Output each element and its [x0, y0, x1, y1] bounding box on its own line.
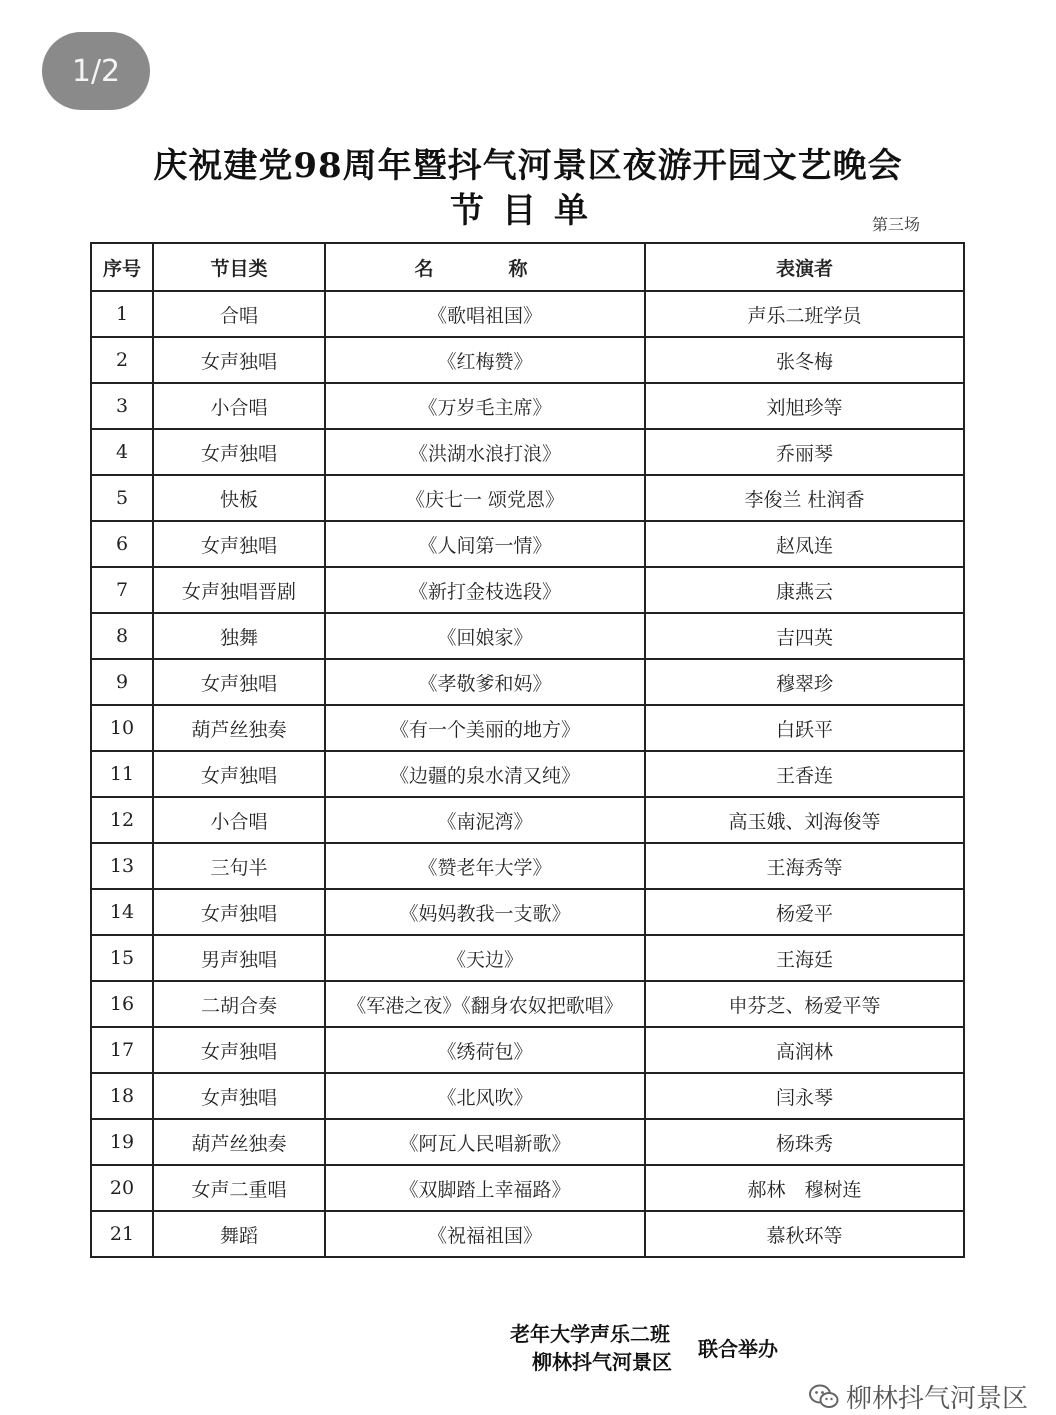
cell-name: 《孝敬爹和妈》: [325, 659, 645, 705]
cell-name: 《万岁毛主席》: [325, 383, 645, 429]
table-row: [91, 1165, 964, 1211]
table-row: [91, 797, 964, 843]
cell-name: 《回娘家》: [325, 613, 645, 659]
cell-type: 二胡合奏: [153, 981, 325, 1027]
cell-no: 20: [91, 1165, 153, 1211]
cell-type: 女声独唱: [153, 889, 325, 935]
table-row: [91, 935, 964, 981]
cell-type: 女声独唱: [153, 659, 325, 705]
cell-type: 葫芦丝独奏: [153, 1119, 325, 1165]
cell-performer: 王海廷: [645, 935, 964, 981]
document-subtitle: 节目单: [450, 191, 606, 231]
cell-performer: 王海秀等: [645, 843, 964, 889]
cell-performer: 乔丽琴: [645, 429, 964, 475]
cell-no: 19: [91, 1119, 153, 1165]
cell-performer: 闫永琴: [645, 1073, 964, 1119]
header-no: 序号: [91, 243, 153, 291]
cell-performer: 刘旭珍等: [645, 383, 964, 429]
table-row: [91, 429, 964, 475]
cell-name: 《军港之夜》《翻身农奴把歌唱》: [325, 981, 645, 1027]
organizer-2: 柳林抖气河景区: [532, 1350, 672, 1374]
cell-performer: 吉四英: [645, 613, 964, 659]
cell-no: 14: [91, 889, 153, 935]
cell-no: 8: [91, 613, 153, 659]
table-row: [91, 613, 964, 659]
cell-no: 11: [91, 751, 153, 797]
table-row: [91, 1027, 964, 1073]
organizers: [510, 1320, 672, 1376]
table-row: [91, 337, 964, 383]
cell-performer: 穆翠珍: [645, 659, 964, 705]
cell-performer: 张冬梅: [645, 337, 964, 383]
cell-no: 2: [91, 337, 153, 383]
cell-name: 《边疆的泉水清又纯》: [325, 751, 645, 797]
cell-no: 7: [91, 567, 153, 613]
cell-performer: 白跃平: [645, 705, 964, 751]
cell-performer: 李俊兰 杜润香: [645, 475, 964, 521]
watermark-text: 柳林抖气河景区: [846, 1384, 1029, 1414]
table-row: [91, 659, 964, 705]
cell-name: 《赞老年大学》: [325, 843, 645, 889]
cell-performer: 杨珠秀: [645, 1119, 964, 1165]
cell-name: 《红梅赞》: [325, 337, 645, 383]
cell-name: 《妈妈教我一支歌》: [325, 889, 645, 935]
cell-performer: 高润林: [645, 1027, 964, 1073]
table-row: [91, 521, 964, 567]
cell-performer: 赵凤连: [645, 521, 964, 567]
table-row: [91, 843, 964, 889]
table-row: [91, 383, 964, 429]
document-title: 庆祝建党98周年暨抖气河景区夜游开园文艺晚会: [153, 146, 903, 186]
cell-type: 女声独唱: [153, 1027, 325, 1073]
cell-type: 葫芦丝独奏: [153, 705, 325, 751]
cell-name: 《阿瓦人民唱新歌》: [325, 1119, 645, 1165]
cell-type: 女声二重唱: [153, 1165, 325, 1211]
table-header-row: [91, 243, 964, 291]
cell-type: 女声独唱: [153, 337, 325, 383]
cell-name: 《洪湖水浪打浪》: [325, 429, 645, 475]
page-indicator-text: 1/2: [71, 53, 121, 89]
cell-type: 快板: [153, 475, 325, 521]
cell-type: 女声独唱晋剧: [153, 567, 325, 613]
cell-no: 3: [91, 383, 153, 429]
cell-no: 5: [91, 475, 153, 521]
cell-performer: 杨爱平: [645, 889, 964, 935]
cell-performer: 慕秋环等: [645, 1211, 964, 1257]
cell-type: 女声独唱: [153, 521, 325, 567]
cell-name: 《南泥湾》: [325, 797, 645, 843]
table-row: [91, 1119, 964, 1165]
header-type: 节目类: [153, 243, 325, 291]
page-indicator[interactable]: [42, 32, 150, 110]
table-row: [91, 567, 964, 613]
cell-name: 《庆七一 颂党恩》: [325, 475, 645, 521]
table-row: [91, 751, 964, 797]
cell-name: 《北风吹》: [325, 1073, 645, 1119]
cell-no: 12: [91, 797, 153, 843]
cell-type: 女声独唱: [153, 429, 325, 475]
cell-no: 15: [91, 935, 153, 981]
watermark: [808, 1378, 1028, 1415]
table-row: [91, 291, 964, 337]
table-row: [91, 1073, 964, 1119]
cell-performer: 声乐二班学员: [645, 291, 964, 337]
cell-name: 《祝福祖国》: [325, 1211, 645, 1257]
cell-no: 1: [91, 291, 153, 337]
cell-no: 10: [91, 705, 153, 751]
cell-name: 《天边》: [325, 935, 645, 981]
cell-performer: 康燕云: [645, 567, 964, 613]
cell-name: 《新打金枝选段》: [325, 567, 645, 613]
table-row: [91, 981, 964, 1027]
cell-no: 4: [91, 429, 153, 475]
cell-name: 《歌唱祖国》: [325, 291, 645, 337]
table-row: [91, 889, 964, 935]
cell-name: 《人间第一情》: [325, 521, 645, 567]
cell-type: 女声独唱: [153, 1073, 325, 1119]
cell-performer: 王香连: [645, 751, 964, 797]
organizer-joint-label: 联合举办: [698, 1337, 778, 1361]
cell-type: 女声独唱: [153, 751, 325, 797]
cell-no: 21: [91, 1211, 153, 1257]
cell-type: 小合唱: [153, 797, 325, 843]
header-performer: 表演者: [645, 243, 964, 291]
cell-type: 独舞: [153, 613, 325, 659]
table-row: [91, 705, 964, 751]
cell-performer: 申芬芝、杨爱平等: [645, 981, 964, 1027]
cell-type: 三句半: [153, 843, 325, 889]
table-row: [91, 475, 964, 521]
cell-name: 《绣荷包》: [325, 1027, 645, 1073]
cell-no: 16: [91, 981, 153, 1027]
table-row: [91, 1211, 964, 1257]
cell-type: 合唱: [153, 291, 325, 337]
cell-no: 17: [91, 1027, 153, 1073]
cell-no: 18: [91, 1073, 153, 1119]
wechat-icon: [808, 1383, 840, 1411]
cell-no: 13: [91, 843, 153, 889]
cell-performer: 郝林 穆树连: [645, 1165, 964, 1211]
cell-no: 6: [91, 521, 153, 567]
program-table: [90, 242, 965, 1258]
session-label: 第三场: [872, 215, 921, 234]
organizer-1: 老年大学声乐二班: [510, 1322, 670, 1346]
cell-name: 《双脚踏上幸福路》: [325, 1165, 645, 1211]
cell-type: 男声独唱: [153, 935, 325, 981]
cell-type: 舞蹈: [153, 1211, 325, 1257]
cell-no: 9: [91, 659, 153, 705]
cell-performer: 高玉娥、刘海俊等: [645, 797, 964, 843]
header-name: 名 称: [325, 243, 645, 291]
cell-type: 小合唱: [153, 383, 325, 429]
cell-name: 《有一个美丽的地方》: [325, 705, 645, 751]
